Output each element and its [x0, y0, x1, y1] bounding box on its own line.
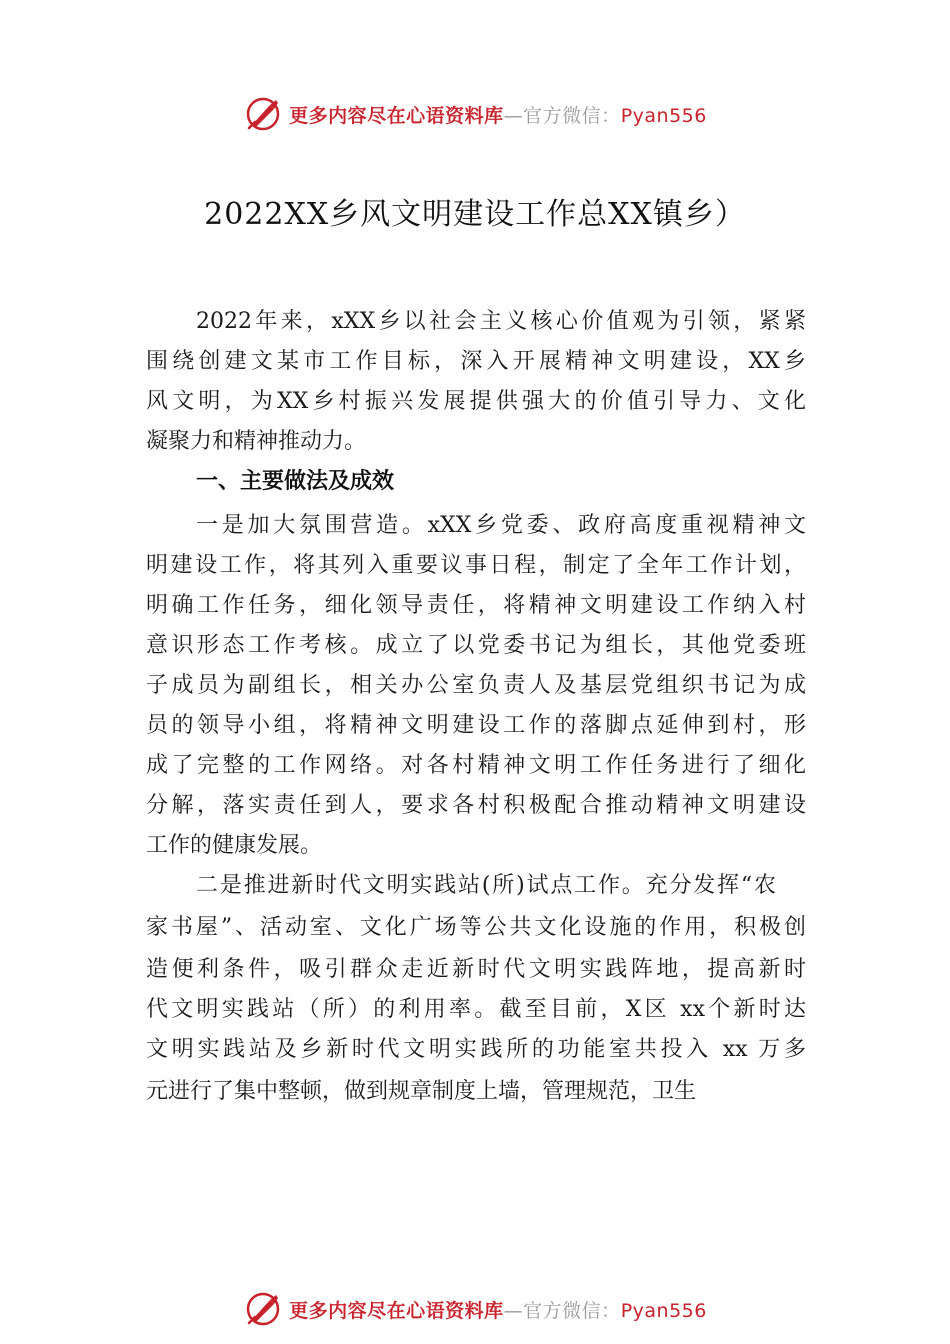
para1-line-2: 明建设工作，将其列入重要议事日程，制定了全年工作计划，: [146, 553, 806, 578]
para1-line-5: 子成员为副组长，相关办公室负责人及基层党组织书记为成: [146, 673, 806, 698]
footer-watermark-banner: [0, 1287, 950, 1331]
dash-separator: —: [503, 1299, 524, 1322]
para2-line-5: 文明实践站及乡新时代文明实践所的功能室共投入 xx 万多: [146, 1037, 806, 1062]
pen-nib-logo-icon: [243, 1289, 283, 1329]
header-watermark-banner: [0, 92, 950, 136]
para2-line-1: 二是推进新时代文明实践站(所)试点工作。充分发挥“农: [196, 873, 776, 898]
para1-line-4: 意识形态工作考核。成立了以党委书记为组长，其他党委班: [146, 633, 806, 658]
para1-line-9: 工作的健康发展。: [146, 833, 323, 858]
intro-line-4: 凝聚力和精神推动力。: [146, 429, 367, 454]
intro-line-3: 风文明，为XX乡村振兴发展提供强大的价值引导力、文化: [146, 389, 806, 414]
para1-line-3: 明确工作任务，细化领导责任，将精神文明建设工作纳入村: [146, 593, 806, 618]
section-heading: 一、主要做法及成效: [196, 469, 395, 494]
para2-line-2: 家书屋”、活动室、文化广场等公共文化设施的作用，积极创: [146, 915, 806, 940]
promo-text: 更多内容尽在心语资料库: [289, 104, 504, 127]
watermark-text: [289, 101, 707, 128]
dash-separator: —: [503, 104, 524, 127]
para2-line-3: 造便利条件，吸引群众走近新时代文明实践阵地，提高新时: [146, 957, 806, 982]
para2-line-6: 元进行了集中整顿，做到规章制度上墙，管理规范，卫生: [146, 1079, 697, 1104]
para1-line-8: 分解，落实责任到人，要求各村积极配合推动精神文明建设: [146, 793, 806, 818]
para1-line-7: 成了完整的工作网络。对各村精神文明工作任务进行了细化: [146, 753, 806, 778]
wechat-label: 官方微信：: [523, 1299, 621, 1322]
promo-text: 更多内容尽在心语资料库: [289, 1299, 504, 1322]
intro-line-1: 2022年来，xXX乡以社会主义核心价值观为引领，紧紧: [196, 309, 806, 334]
document-title: 2022XX乡风文明建设工作总XX镇乡）: [204, 197, 746, 232]
intro-line-2: 围绕创建文某市工作目标，深入开展精神文明建设，XX乡: [146, 349, 806, 374]
watermark-text: [289, 1296, 707, 1323]
para2-line-4: 代文明实践站（所）的利用率。截至目前，X区 xx个新时达: [146, 997, 806, 1022]
wechat-label: 官方微信：: [523, 104, 621, 127]
pen-nib-logo-icon: [243, 94, 283, 134]
para1-line-6: 员的领导小组，将精神文明建设工作的落脚点延伸到村，形: [146, 713, 806, 738]
wechat-id: Pyan556: [620, 104, 707, 127]
wechat-id: Pyan556: [620, 1299, 707, 1322]
para1-line-1: 一是加大氛围营造。xXX乡党委、政府高度重视精神文: [196, 513, 806, 538]
